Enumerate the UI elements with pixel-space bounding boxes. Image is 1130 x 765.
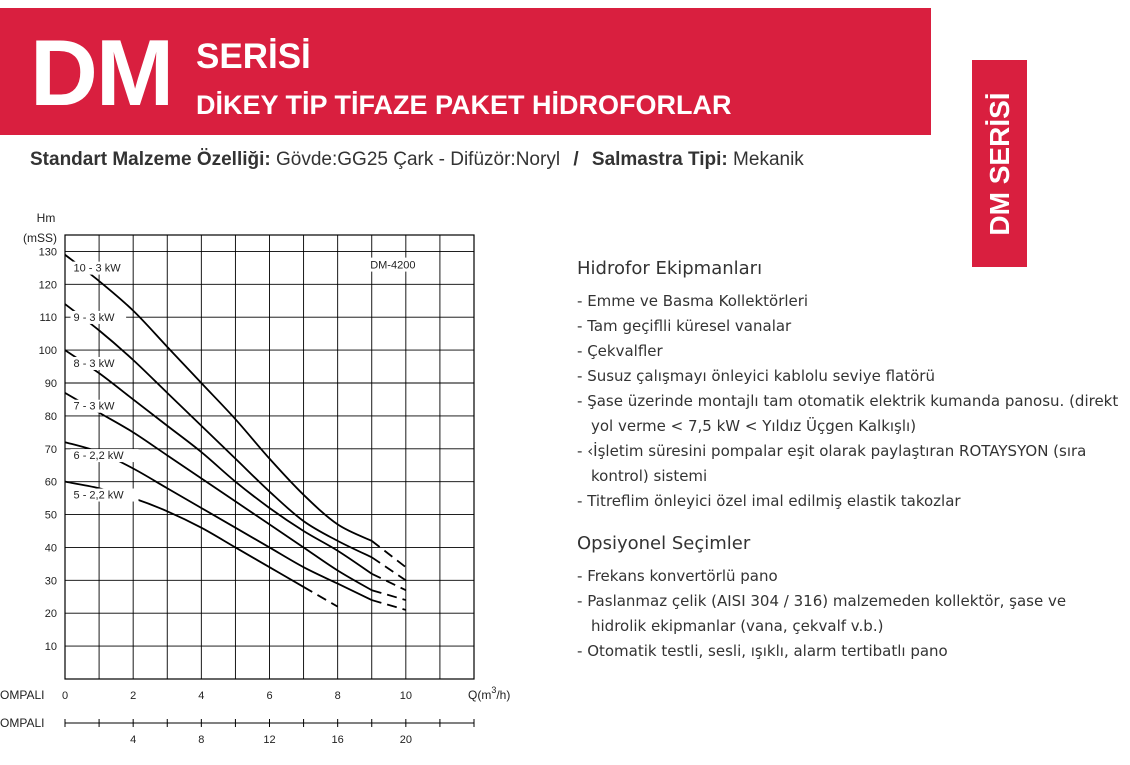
x-axis-label: $Q(m^3/h)$ bbox=[468, 685, 511, 702]
list-item: - Otomatik testli, sesli, ışıklı, alarm tertibatlı pano bbox=[577, 639, 1122, 664]
list-item: - ‹İşletim süresini pompalar eşit olarak paylaştıran ROTAYSYON (sıra kontrol) sistemi bbox=[577, 439, 1122, 489]
x-tick-label: 4 bbox=[198, 690, 205, 702]
series-word: SERİSİ bbox=[196, 37, 311, 76]
equipment-title: Hidrofor Ekipmanları bbox=[577, 258, 763, 279]
series-code: DM bbox=[30, 20, 173, 125]
series-label: 6 - 2,2 kW bbox=[73, 450, 124, 463]
y-tick-label: 50 bbox=[44, 509, 57, 522]
seal-label: Salmastra Tipi: bbox=[591, 149, 728, 170]
list-item: - Şase üzerinde montajlı tam otomatik elektrik kumanda panosu. (direkt yol verme < 7,5 kW < Yıldız Üçgen Kalkışlı) bbox=[577, 389, 1122, 439]
list-item: - Susuz çalışmayı önleyici kablolu seviye flatörü bbox=[577, 364, 1122, 389]
axis-row2-label: OMPALI bbox=[0, 716, 45, 730]
list-item: - Paslanmaz çelik (AISI 304 / 316) malzemeden kollektör, şase ve hidrolik ekipmanlar (vana, çekvalf v.b.) bbox=[577, 589, 1122, 639]
list-item: - Tam geçiflli küresel vanalar bbox=[577, 314, 1122, 339]
equipment-list bbox=[577, 289, 1122, 514]
series-label: 9 - 3 kW bbox=[73, 311, 115, 324]
y-tick-label: 70 bbox=[44, 443, 57, 456]
x-tick-label: 2 bbox=[130, 690, 137, 702]
list-item: - Emme ve Basma Kollektörleri bbox=[577, 289, 1122, 314]
y-tick-label: 100 bbox=[38, 345, 57, 358]
series-label: 7 - 3 kW bbox=[73, 400, 115, 413]
y-tick-label: 40 bbox=[44, 542, 57, 555]
y-tick-label: 130 bbox=[38, 246, 57, 259]
y-tick-label: 110 bbox=[39, 312, 57, 325]
model-label: DM-4200 bbox=[370, 259, 416, 272]
list-item: - Çekvalfler bbox=[577, 339, 1122, 364]
chart-axes bbox=[65, 719, 474, 727]
options-list bbox=[577, 564, 1122, 664]
side-tab bbox=[972, 60, 1027, 267]
y-axis-label: Hm bbox=[36, 211, 56, 225]
x2-tick-label: 4 bbox=[130, 734, 137, 746]
header-banner bbox=[0, 8, 931, 135]
x-tick-label: 8 bbox=[334, 690, 341, 702]
list-item: - Frekans konvertörlü pano bbox=[577, 564, 1122, 589]
y-tick-label: 60 bbox=[44, 476, 57, 489]
x2-tick-label: 12 bbox=[263, 734, 276, 746]
equipment-section bbox=[577, 255, 1122, 664]
series-label: 5 - 2,2 kW bbox=[73, 489, 124, 502]
y-tick-label: 90 bbox=[44, 378, 57, 390]
curve-6-extension bbox=[304, 587, 338, 607]
x-tick-label: 10 bbox=[399, 690, 412, 702]
list-item: - Titreflim önleyici özel imal edilmiş elastik takozlar bbox=[577, 489, 1122, 514]
side-tab-label: DM SERİSİ bbox=[983, 91, 1015, 236]
spec-separator: / bbox=[573, 149, 579, 170]
seal-value: Mekanik bbox=[733, 149, 804, 170]
y-axis-unit: (mSS) bbox=[23, 231, 57, 245]
spec-line bbox=[30, 147, 804, 173]
curve-2 bbox=[65, 304, 372, 557]
x2-tick-label: 20 bbox=[399, 734, 412, 746]
x-tick-label: 6 bbox=[266, 690, 273, 702]
curve-4-extension bbox=[372, 590, 406, 600]
y-tick-label: 80 bbox=[44, 410, 57, 423]
curve-1-extension bbox=[372, 541, 406, 567]
x2-tick-label: 16 bbox=[331, 734, 344, 746]
y-tick-label: 120 bbox=[38, 279, 57, 292]
axis-row1-label: OMPALI bbox=[0, 688, 45, 702]
x2-tick-label: 8 bbox=[198, 734, 205, 746]
material-value: Gövde:GG25 Çark - Difüzör:Noryl bbox=[276, 149, 561, 170]
options-title: Opsiyonel Seçimler bbox=[577, 533, 751, 554]
y-tick-label: 30 bbox=[44, 575, 57, 588]
x-tick-label: 0 bbox=[61, 690, 69, 702]
series-subtitle: DİKEY TİP TİFAZE PAKET HİDROFORLAR bbox=[196, 90, 732, 120]
curve-5-extension bbox=[372, 600, 406, 610]
y-tick-label: 10 bbox=[44, 641, 57, 654]
pump-curve-chart bbox=[0, 205, 540, 750]
y-tick-label: 20 bbox=[44, 608, 57, 621]
material-label: Standart Malzeme Özelliği: bbox=[30, 149, 271, 170]
series-label: 8 - 3 kW bbox=[73, 357, 115, 370]
series-label: 10 - 3 kW bbox=[73, 262, 121, 275]
